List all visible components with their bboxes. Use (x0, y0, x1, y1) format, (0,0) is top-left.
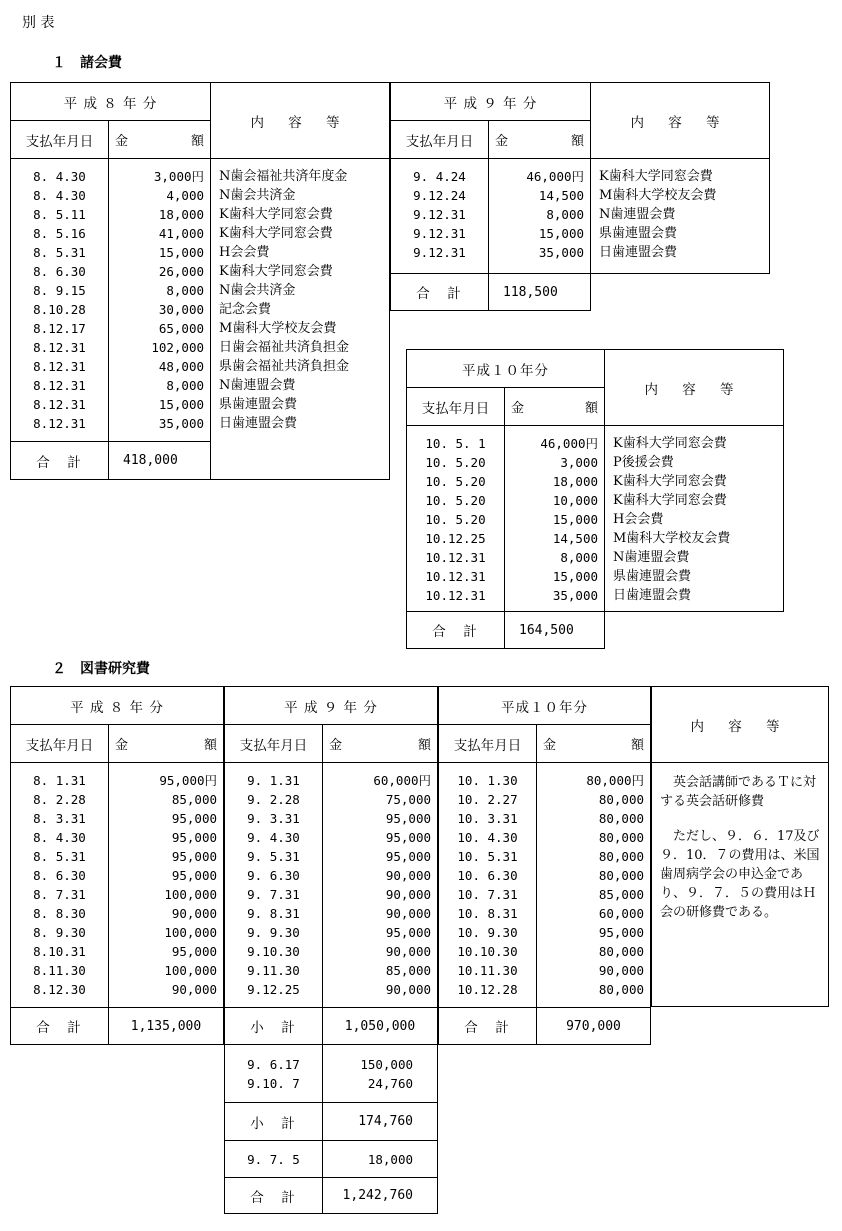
content-cell: 記念会費 (219, 302, 272, 317)
amount-cell: 60,000 (598, 906, 644, 921)
content-cell: N歯連盟会費 (599, 207, 676, 222)
period-header: 平成１０年分 (439, 687, 651, 725)
date-header: 支払年月日 (225, 725, 323, 763)
subtotal2-label: 小 計 (225, 1103, 323, 1141)
total-value: 970,000 (537, 1008, 651, 1045)
amount-cell: 18,000 (158, 207, 205, 222)
date-header: 支払年月日 (11, 725, 109, 763)
date-cell: 9.12.25 (247, 982, 300, 997)
date-cell: 8. 4.30 (33, 169, 86, 184)
date-list (391, 159, 489, 274)
date-cell: 9. 6.30 (247, 868, 300, 883)
amount-cell: 30,000 (158, 302, 205, 317)
amount-cell: 90,000 (385, 982, 431, 997)
date-cell: 10. 3.31 (457, 811, 518, 826)
amount-cell: 95,000 (385, 849, 431, 864)
amount-cell: 80,000 (598, 944, 644, 959)
content-cell: N歯会福祉共済年度金 (219, 169, 348, 184)
amount-cell: 4,000 (166, 188, 205, 203)
date-list (11, 763, 109, 1008)
amount-cell: 95,000 (598, 925, 644, 940)
amount-list (505, 426, 605, 612)
amount-cell: 80,000 (598, 868, 644, 883)
amount-cell: 95,000 (385, 925, 431, 940)
content-cell: N歯会共済金 (219, 188, 296, 203)
content-cell: M歯科大学校友会費 (219, 321, 337, 336)
date-cell: 10. 4.30 (457, 830, 518, 845)
subtotal-label: 小 計 (225, 1008, 323, 1045)
period-header: 平 成 ８ 年 分 (11, 83, 211, 121)
amount-cell: 3,000円 (153, 169, 205, 184)
content-cell: K歯科大学同窓会費 (219, 264, 333, 279)
content-cell: K歯科大学同窓会費 (613, 493, 727, 508)
date-cell: 9.11.30 (247, 963, 300, 978)
amount-cell: 95,000 (171, 849, 217, 864)
total-value: 118,500 (489, 274, 591, 311)
total-label: 合 計 (225, 1178, 323, 1214)
fees-h9-table (390, 82, 770, 311)
period-header: 平 成 ８ 年 分 (11, 687, 224, 725)
amount-cell: 24,760 (367, 1076, 413, 1091)
content-header: 内 容 等 (605, 350, 784, 426)
content-cell: 県歯連盟会費 (599, 226, 678, 241)
subtotal-value: 1,050,000 (323, 1008, 438, 1045)
content-cell: 日歯連盟会費 (219, 416, 298, 431)
date-cell: 8. 4.30 (33, 830, 86, 845)
total-value: 1,242,760 (323, 1178, 438, 1214)
date-cell: 9. 4.24 (413, 169, 466, 184)
content-cell: K歯科大学同窓会費 (613, 436, 727, 451)
date-cell: 10. 2.27 (457, 792, 518, 807)
date-cell: 10. 5.20 (425, 512, 486, 527)
amount-header: 金 額 (109, 121, 211, 159)
amount-cell: 60,000円 (373, 773, 431, 788)
amount-cell: 80,000 (598, 982, 644, 997)
date-cell: 9. 2.28 (247, 792, 300, 807)
date-cell: 10.11.30 (457, 963, 518, 978)
content-cell: P後援会費 (613, 455, 674, 470)
amount-list (109, 763, 224, 1008)
amount-cell: 102,000 (151, 340, 205, 355)
date-cell: 9. 7.31 (247, 887, 300, 902)
amount-cell: 14,500 (538, 188, 585, 203)
amount-cell: 85,000 (171, 792, 217, 807)
amount-cell: 8,000 (560, 550, 598, 565)
page-title: 別 表 (22, 15, 55, 31)
section1-heading: １ 諸会費 (52, 55, 122, 71)
date-header: 支払年月日 (391, 121, 489, 159)
books-h10-table (438, 686, 651, 1045)
period-header: 平成１０年分 (407, 350, 605, 388)
amount-cell: 35,000 (538, 245, 585, 260)
date-cell: 8.12.31 (33, 359, 86, 374)
date-list (407, 426, 505, 612)
amount-cell: 18,000 (552, 474, 598, 489)
amount-cell: 80,000 (598, 811, 644, 826)
date-cell: 8.12.31 (33, 340, 86, 355)
fees-h8-table (10, 82, 390, 480)
content-cell: K歯科大学同窓会費 (613, 474, 727, 489)
amount-list (323, 763, 438, 1008)
amount-list (537, 763, 651, 1008)
content-cell: 県歯連盟会費 (613, 569, 692, 584)
amount-cell: 46,000円 (540, 436, 598, 451)
amount-cell: 85,000 (598, 887, 644, 902)
amount-cell: 15,000 (158, 245, 205, 260)
note-text: ただし、９．６．17及び９．10．７の費用は、米国歯周病学会の申込金であり、９．７．５の費用はＨ会の研修費である。 (660, 829, 820, 920)
amount-cell: 8,000 (166, 283, 205, 298)
content-header: 内 容 等 (652, 687, 829, 763)
content-cell: 県歯連盟会費 (219, 397, 298, 412)
date-cell: 10. 6.30 (457, 868, 518, 883)
amount-cell: 14,500 (552, 531, 598, 546)
date-cell: 8. 5.31 (33, 245, 86, 260)
content-header: 内 容 等 (591, 83, 770, 159)
content-cell: N歯連盟会費 (219, 378, 296, 393)
content-cell: 日歯会福祉共済負担金 (219, 340, 350, 355)
date-cell: 9.12.24 (413, 188, 466, 203)
total-value: 418,000 (109, 442, 211, 480)
content-cell: M歯科大学校友会費 (613, 531, 731, 546)
amount-cell: 10,000 (552, 493, 598, 508)
date-cell: 9. 3.31 (247, 811, 300, 826)
amount-cell: 80,000円 (586, 773, 644, 788)
date-cell: 10. 5.31 (457, 849, 518, 864)
amount-cell: 75,000 (385, 792, 431, 807)
date-cell: 9. 9.30 (247, 925, 300, 940)
amount-cell: 3,000 (560, 455, 598, 470)
total-value: 164,500 (505, 612, 605, 649)
date-cell: 8. 5.31 (33, 849, 86, 864)
content-list (211, 159, 390, 480)
content-cell: K歯科大学同窓会費 (219, 207, 333, 222)
fees-h10-table (406, 349, 784, 649)
content-list (591, 159, 770, 274)
date-cell: 8. 7.31 (33, 887, 86, 902)
date-list (225, 763, 323, 1008)
content-cell: K歯科大学同窓会費 (599, 169, 713, 184)
content-cell: 日歯連盟会費 (599, 245, 678, 260)
amount-header: 金 額 (537, 725, 651, 763)
amount-cell: 90,000 (171, 906, 217, 921)
extra-date-list (225, 1045, 323, 1103)
amount-cell: 90,000 (598, 963, 644, 978)
content-list (605, 426, 784, 612)
total-label: 合 計 (11, 442, 109, 480)
date-cell: 9.12.31 (413, 207, 466, 222)
amount-cell: 46,000円 (526, 169, 585, 184)
amount-cell: 80,000 (598, 792, 644, 807)
amount-cell: 100,000 (164, 925, 217, 940)
date-cell: 8. 6.30 (33, 264, 86, 279)
books-content-table (651, 686, 829, 1007)
date-cell: 9.12.31 (413, 226, 466, 241)
amount-header: 金 額 (505, 388, 605, 426)
date-cell: 8. 2.28 (33, 792, 86, 807)
amount-cell: 100,000 (164, 963, 217, 978)
total-value: 1,135,000 (109, 1008, 224, 1045)
period-header: 平 成 ９ 年 分 (391, 83, 591, 121)
date-cell: 10. 8.31 (457, 906, 518, 921)
amount-cell: 90,000 (385, 887, 431, 902)
date-cell: 8. 5.11 (33, 207, 86, 222)
amount-cell: 65,000 (158, 321, 205, 336)
date-cell: 9. 1.31 (247, 773, 300, 788)
date-cell: 10. 5.20 (425, 493, 486, 508)
date-cell: 8. 9.15 (33, 283, 86, 298)
date-header: 支払年月日 (407, 388, 505, 426)
date-cell: 9.10.30 (247, 944, 300, 959)
amount-cell: 48,000 (158, 359, 205, 374)
section2-heading: ２ 図書研究費 (52, 661, 150, 677)
date-cell: 9. 5.31 (247, 849, 300, 864)
date-cell: 8.12.31 (33, 416, 86, 431)
amount-cell: 15,000 (538, 226, 585, 241)
date-cell: 8.10.31 (33, 944, 86, 959)
extra-amount-list (323, 1045, 438, 1103)
amount-cell: 8,000 (166, 378, 205, 393)
date-cell: 8.12.31 (33, 397, 86, 412)
total-label: 合 計 (11, 1008, 109, 1045)
amount-list (489, 159, 591, 274)
date-cell: 9. 4.30 (247, 830, 300, 845)
amount-cell: 90,000 (385, 944, 431, 959)
content-cell: 県歯会福祉共済負担金 (219, 359, 350, 374)
amount-cell: 8,000 (546, 207, 585, 222)
amount-cell: 100,000 (164, 887, 217, 902)
date-cell: 10. 5. 1 (425, 436, 486, 451)
amount-cell: 95,000 (171, 830, 217, 845)
amount-header: 金 額 (323, 725, 438, 763)
amount-cell: 90,000 (385, 868, 431, 883)
amount-cell: 150,000 (360, 1057, 413, 1072)
date-cell: 8.12.30 (33, 982, 86, 997)
date-cell: 10. 5.20 (425, 455, 486, 470)
date-cell: 8. 6.30 (33, 868, 86, 883)
content-cell: H会会費 (219, 245, 270, 260)
date-cell: 8. 5.16 (33, 226, 86, 241)
date-cell: 8.10.28 (33, 302, 86, 317)
amount-cell: 90,000 (171, 982, 217, 997)
date-list (439, 763, 537, 1008)
subtotal2-value: 174,760 (323, 1103, 438, 1141)
content-note (652, 763, 829, 1007)
content-cell: N歯会共済金 (219, 283, 296, 298)
date-cell: 10.12.25 (425, 531, 486, 546)
date-cell: 8. 3.31 (33, 811, 86, 826)
period-header: 平 成 ９ 年 分 (225, 687, 438, 725)
extra3-amount: 18,000 (323, 1141, 438, 1178)
content-cell: N歯連盟会費 (613, 550, 690, 565)
amount-cell: 15,000 (552, 569, 598, 584)
date-cell: 8. 8.30 (33, 906, 86, 921)
amount-cell: 41,000 (158, 226, 205, 241)
amount-cell: 80,000 (598, 849, 644, 864)
date-cell: 8. 1.31 (33, 773, 86, 788)
content-cell: K歯科大学同窓会費 (219, 226, 333, 241)
total-label: 合 計 (407, 612, 505, 649)
amount-header: 金 額 (109, 725, 224, 763)
date-list (11, 159, 109, 442)
date-cell: 8. 4.30 (33, 188, 86, 203)
date-cell: 10.12.28 (457, 982, 518, 997)
amount-cell: 95,000 (171, 944, 217, 959)
date-cell: 8.11.30 (33, 963, 86, 978)
amount-list (109, 159, 211, 442)
content-cell: 日歯連盟会費 (613, 588, 692, 603)
date-cell: 9.10. 7 (247, 1076, 300, 1091)
date-cell: 10.12.31 (425, 569, 486, 584)
amount-cell: 85,000 (385, 963, 431, 978)
amount-cell: 95,000 (385, 811, 431, 826)
date-cell: 10.12.31 (425, 588, 486, 603)
content-cell: H会会費 (613, 512, 664, 527)
content-header: 内 容 等 (211, 83, 390, 159)
amount-header: 金 額 (489, 121, 591, 159)
date-header: 支払年月日 (11, 121, 109, 159)
date-cell: 9. 6.17 (247, 1057, 300, 1072)
date-header: 支払年月日 (439, 725, 537, 763)
date-cell: 8. 9.30 (33, 925, 86, 940)
note-text: 英会話講師であるＴに対する英会話研修費 (660, 775, 817, 809)
extra3-date: 9. 7. 5 (225, 1141, 323, 1178)
amount-cell: 90,000 (385, 906, 431, 921)
date-cell: 9.12.31 (413, 245, 466, 260)
date-cell: 8.12.31 (33, 378, 86, 393)
date-cell: 10. 5.20 (425, 474, 486, 489)
date-cell: 10.10.30 (457, 944, 518, 959)
date-cell: 10. 7.31 (457, 887, 518, 902)
amount-cell: 95,000 (171, 868, 217, 883)
amount-cell: 95,000 (385, 830, 431, 845)
amount-cell: 95,000 (171, 811, 217, 826)
total-label: 合 計 (391, 274, 489, 311)
books-h8-table (10, 686, 224, 1045)
amount-cell: 80,000 (598, 830, 644, 845)
date-cell: 10. 1.30 (457, 773, 518, 788)
date-cell: 10. 9.30 (457, 925, 518, 940)
total-label: 合 計 (439, 1008, 537, 1045)
amount-cell: 35,000 (158, 416, 205, 431)
books-h9-table (224, 686, 438, 1214)
content-cell: M歯科大学校友会費 (599, 188, 717, 203)
amount-cell: 26,000 (158, 264, 205, 279)
amount-cell: 15,000 (552, 512, 598, 527)
date-cell: 9. 8.31 (247, 906, 300, 921)
amount-cell: 35,000 (552, 588, 598, 603)
date-cell: 10.12.31 (425, 550, 486, 565)
amount-cell: 15,000 (158, 397, 205, 412)
date-cell: 8.12.17 (33, 321, 86, 336)
amount-cell: 95,000円 (159, 773, 217, 788)
